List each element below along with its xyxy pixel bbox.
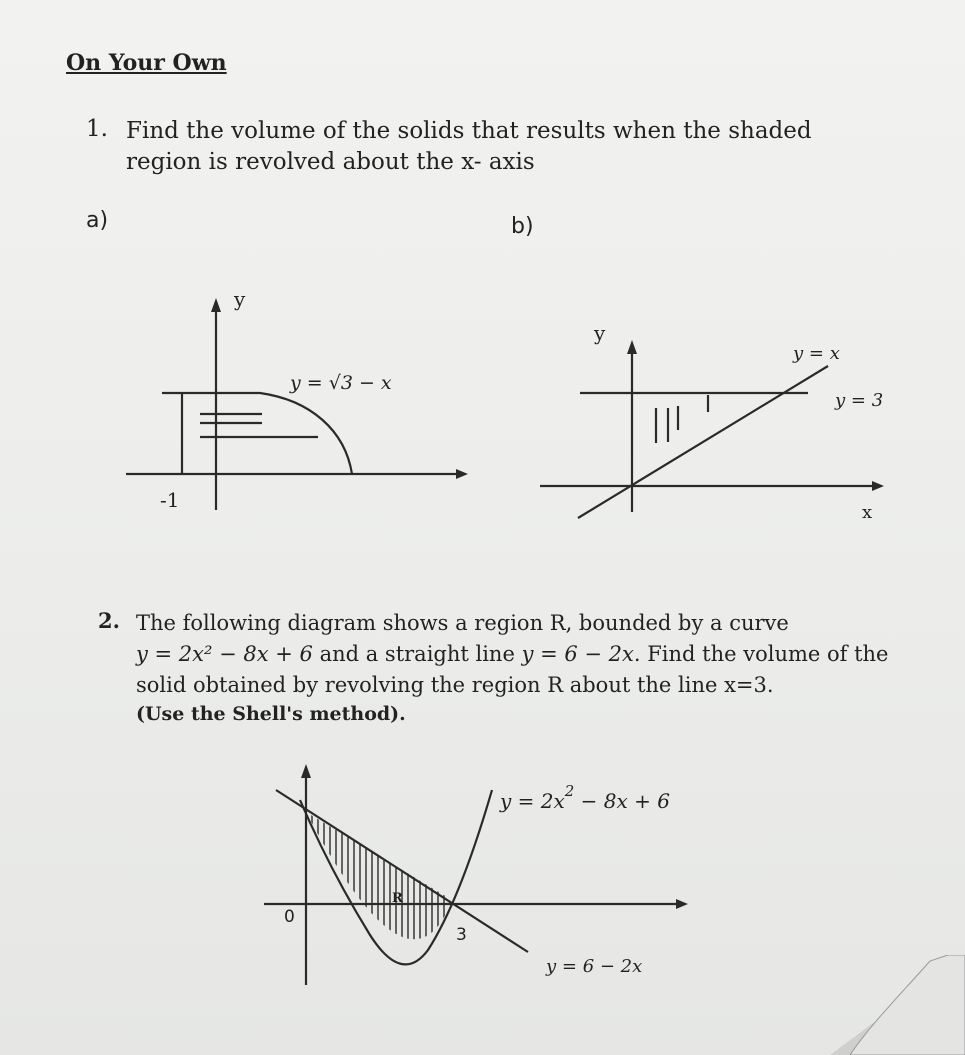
figure-b-line1-label: y = x — [793, 343, 840, 364]
figure-a-curve — [162, 393, 352, 474]
question-2-text-part1: The following diagram shows a region R, bounded by a curve — [136, 611, 789, 635]
figure-2-line — [276, 790, 528, 952]
figure-2-region-label: R — [392, 891, 403, 906]
figure-b-x-arrow — [872, 481, 884, 491]
figure-b-line-yx — [578, 366, 828, 518]
question-2-text-part2: and a straight line — [312, 642, 522, 666]
page-curl — [830, 955, 965, 1055]
figure-b-line2-label: y = 3 — [835, 390, 884, 411]
question-2-note: (Use the Shell's method). — [136, 703, 406, 725]
figure-2-y-arrow — [301, 764, 311, 778]
figure-b-y-label: y — [594, 321, 606, 345]
figure-2-x-arrow — [676, 899, 688, 909]
figure-a-y-arrow — [211, 298, 221, 312]
question-2-line-eq: y = 6 − 2x — [521, 642, 634, 666]
question-2-curve-eq: y = 2x² − 8x + 6 — [136, 642, 313, 666]
figure-2-line-label: y = 6 − 2x — [546, 956, 643, 977]
figure-2-tick-label: 3 — [456, 925, 467, 945]
figure-a-curve-label: y = √3 − x — [290, 372, 392, 394]
figure-2-origin-label: 0 — [284, 907, 295, 927]
figure-2-parabola — [300, 790, 492, 964]
question-2-text — [136, 608, 916, 701]
page-heading: On Your Own — [66, 50, 227, 76]
figure-a-tick-label: -1 — [160, 488, 180, 512]
figure-2-region-hatching — [312, 800, 444, 980]
figure-a-y-label: y — [234, 287, 246, 311]
part-a-label: a) — [86, 208, 109, 233]
question-1-number: 1. — [86, 116, 108, 142]
figure-b-x-label: x — [862, 502, 873, 523]
figure-a-x-arrow — [456, 469, 468, 479]
question-1-text: Find the volume of the solids that results when the shaded region is revolved about the x- axis — [126, 118, 812, 175]
part-b-label: b) — [511, 214, 534, 239]
question-2-number: 2. — [98, 608, 120, 633]
figure-2-curve-label: $y = 2x^2 - 8x + 6$ — [500, 782, 671, 813]
figure-b-y-arrow — [627, 340, 637, 354]
question-2-text-part3: . Find the volume of the solid obtained by revolving the region R about the line x=3. — [136, 642, 889, 697]
